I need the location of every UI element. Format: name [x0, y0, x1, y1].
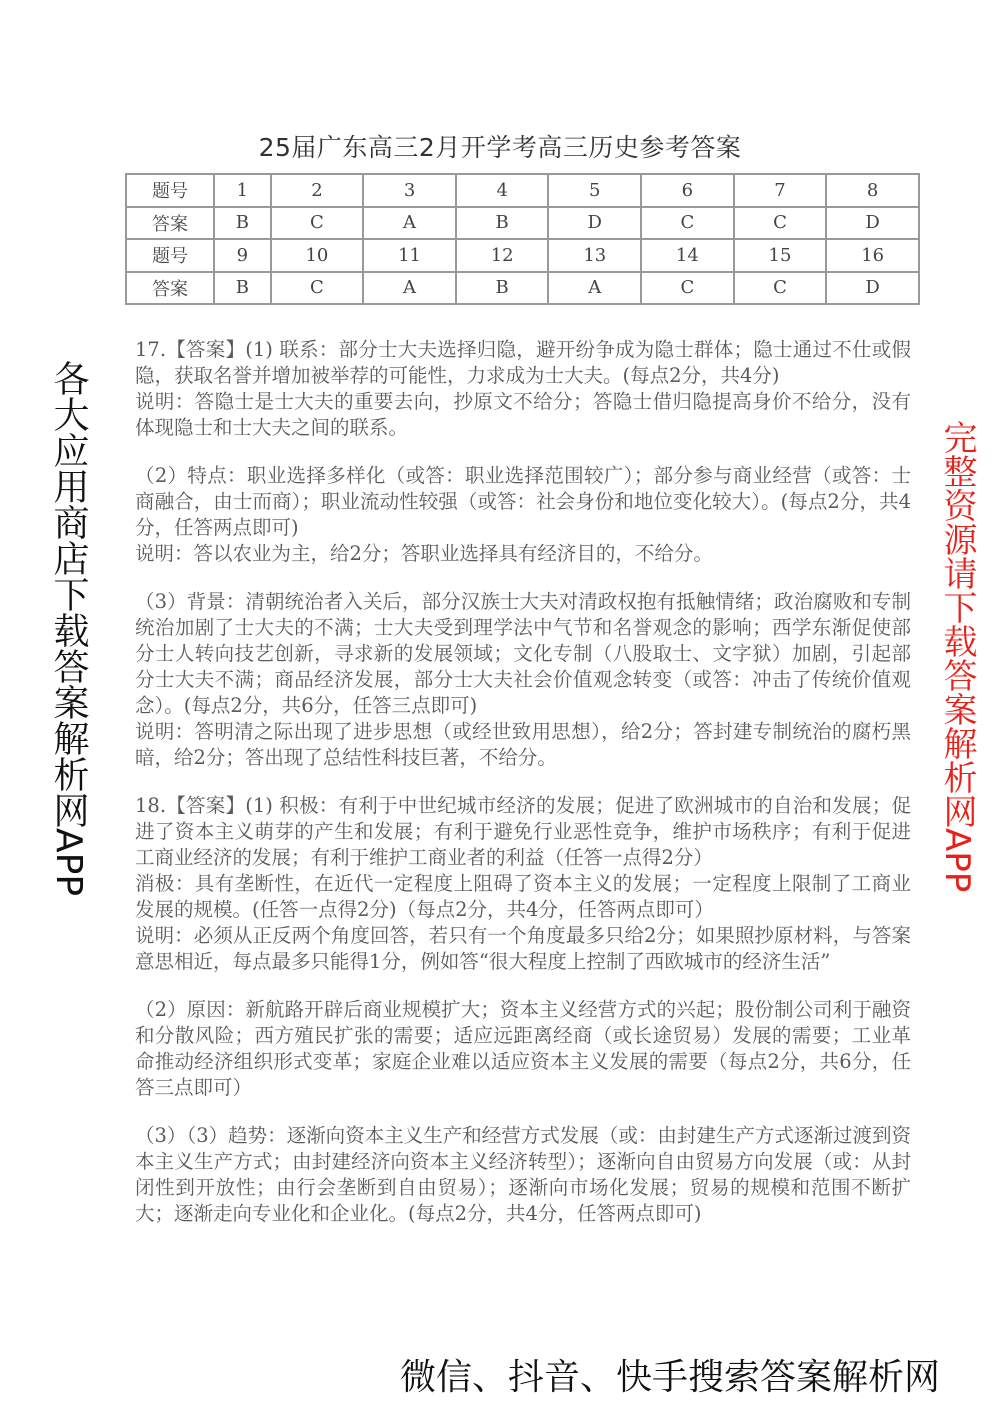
q18-part1-note: 说明：必须从正反两个角度回答，若只有一个角度最多只给2分；如果照抄原材料，与答案意思相近，每点最多只能得1分，例如答“很大程度上控制了西欧城市的经济生活” [135, 924, 911, 973]
answer-cell: 14 [641, 239, 734, 272]
answer-cell: 15 [734, 239, 827, 272]
answer-table-row [126, 239, 919, 272]
answer-cell: 16 [826, 239, 919, 272]
answer-cell: 7 [734, 174, 827, 207]
answer-cell: C [641, 272, 734, 305]
answer-cell: C [734, 207, 827, 240]
q18-part2-answer: （2）原因：新航路开辟后商业规模扩大；资本主义经营方式的兴起；股份制公司利于融资和分散风险；西方殖民扩张的需要；适应远距离经商（或长途贸易）发展的需要；工业革命推动经济组织形式变革；家庭企业难以适应资本主义发展的需要（每点2分，共6分，任答三点即可） [135, 998, 911, 1099]
q18-part1-positive: 18.【答案】(1) 积极：有利于中世纪城市经济的发展；促进了欧洲城市的自治和发展；促进了资本主义萌芽的产生和发展；有利于避免行业恶性竞争，维护市场秩序；有利于促进工商业经济的发展；有利于维护工商业者的利益（任答一点得2分） [135, 794, 911, 869]
answer-cell: 6 [641, 174, 734, 207]
answer-cell: D [826, 272, 919, 305]
answer-cell: 10 [271, 239, 364, 272]
answer-cell: 9 [214, 239, 271, 272]
watermark-center: 完整资源请下载答案解析网APP [937, 420, 977, 893]
q17-part2-answer: （2）特点：职业选择多样化（或答：职业选择范围较广）；部分参与商业经营（或答：士商融合，由士而商）；职业流动性较强（或答：社会身份和地位变化较大）。(每点2分，共4分，任答两点即可) [135, 464, 911, 539]
answer-cell: C [271, 207, 364, 240]
q17-part1 [135, 337, 911, 441]
answer-cell: 2 [271, 174, 364, 207]
q17-part3 [135, 589, 911, 771]
q18-part2 [135, 997, 911, 1101]
answer-table-row [126, 207, 919, 240]
q17-part3-answer: （3）背景：清朝统治者入关后，部分汉族士大夫对清政权抱有抵触情绪；政治腐败和专制统治加剧了士大夫的不满；士大夫受到理学法中气节和名誉观念的影响；西学东渐促使部分士人转向技艺创新，寻求新的发展领域；文化专制（八股取士、文字狱）加剧，引起部分士大夫不满；商品经济发展，部分士大夫社会价值观念转变（或答：冲击了传统价值观念）。(每点2分，共6分，任答三点即可) [135, 590, 911, 717]
q17-part1-note: 说明：答隐士是士大夫的重要去向，抄原文不给分；答隐士借归隐提高身价不给分，没有体现隐士和士大夫之间的联系。 [135, 390, 911, 439]
answer-cell: 11 [363, 239, 456, 272]
row-label: 题号 [126, 239, 214, 272]
q17-part2 [135, 463, 911, 567]
answer-cell: B [214, 207, 271, 240]
answer-cell: C [271, 272, 364, 305]
answer-cell: A [363, 207, 456, 240]
answer-body [135, 337, 911, 1249]
q18-part3-answer: （3）（3）趋势：逐渐向资本主义生产和经营方式发展（或：由封建生产方式逐渐过渡到资本主义生产方式；由封建经济向资本主义经济转型）；逐渐向自由贸易方向发展（或：从封闭性到开放性；由行会垄断到自由贸易）；逐渐向市场化发展；贸易的规模和范围不断扩大；逐渐走向专业化和企业化。(每点2分，共4分，任答两点即可) [135, 1124, 911, 1225]
row-label: 题号 [126, 174, 214, 207]
answer-table [125, 173, 920, 305]
answer-table-row [126, 174, 919, 207]
q17-part3-note: 说明：答明清之际出现了进步思想（或经世致用思想），给2分；答封建专制统治的腐朽黑暗，给2分；答出现了总结性科技巨著，不给分。 [135, 720, 911, 769]
answer-cell: 3 [363, 174, 456, 207]
answer-cell: A [363, 272, 456, 305]
q18-part1 [135, 793, 911, 975]
q17-part1-answer: 17.【答案】(1) 联系：部分士大夫选择归隐，避开纷争成为隐士群体；隐士通过不仕或假隐，获取名誉并增加被举荐的可能性，力求成为士大夫。(每点2分，共4分) [135, 338, 911, 387]
answer-cell: D [548, 207, 641, 240]
answer-table-row [126, 272, 919, 305]
answer-cell: 4 [456, 174, 549, 207]
answer-cell: B [214, 272, 271, 305]
watermark-top-left: 各大应用商店下载答案解析网APP [48, 360, 89, 897]
row-label: 答案 [126, 207, 214, 240]
page-title: 25届广东高三2月开学考高三历史参考答案 [258, 133, 742, 162]
q18-part3 [135, 1123, 911, 1227]
answer-cell: 8 [826, 174, 919, 207]
q17-part2-note: 说明：答以农业为主，给2分；答职业选择具有经济目的，不给分。 [135, 542, 713, 565]
q18-part1-negative: 消极：具有垄断性，在近代一定程度上阻碍了资本主义的发展；一定程度上限制了工商业发展的规模。(任答一点得2分)（每点2分，共4分，任答两点即可） [135, 872, 911, 921]
answer-cell: B [456, 272, 549, 305]
watermark-bottom-right: 微信、抖音、快手搜索答案解析网 [400, 1357, 941, 1398]
answer-cell: 13 [548, 239, 641, 272]
answer-cell: 1 [214, 174, 271, 207]
answer-cell: A [548, 272, 641, 305]
answer-cell: C [641, 207, 734, 240]
answer-cell: C [734, 272, 827, 305]
row-label: 答案 [126, 272, 214, 305]
answer-cell: D [826, 207, 919, 240]
answer-cell: 5 [548, 174, 641, 207]
answer-cell: B [456, 207, 549, 240]
answer-cell: 12 [456, 239, 549, 272]
